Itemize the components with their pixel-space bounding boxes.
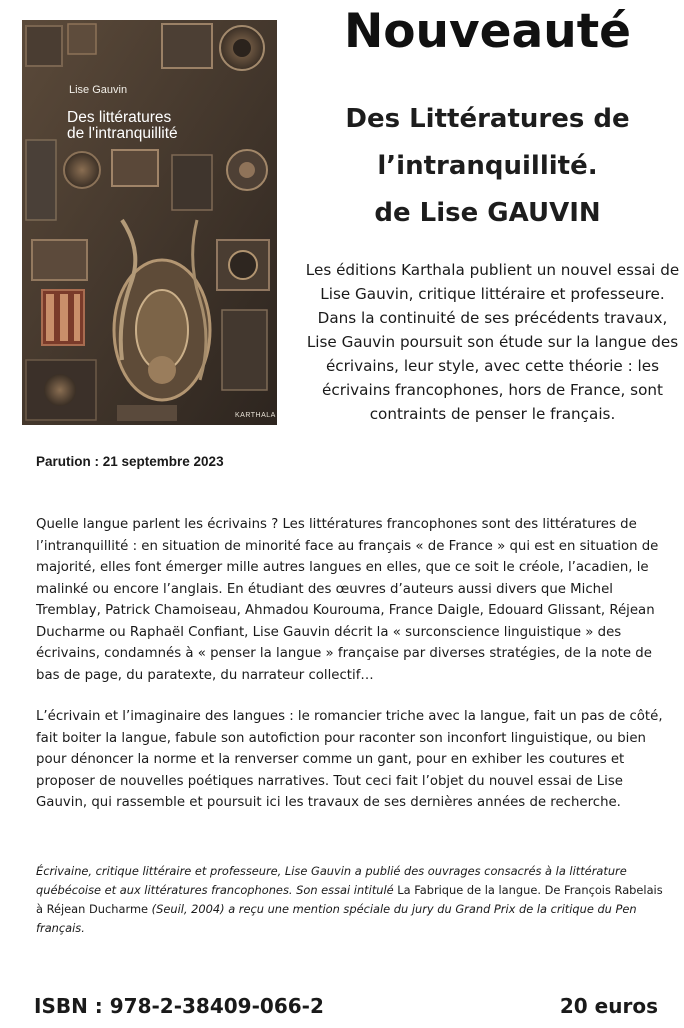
price: 20 euros xyxy=(559,994,658,1018)
paragraph-1: Quelle langue parlent les écrivains ? Les littératures francophones sont des littératures de l’intranquillité : en situation de minorité face au français « de France » qui est en situation de majorité, elles font émerger mille autres langues en elles, que ce soit le créole, l’acadien, le malinké ou encore l’anglais. En étudiant des œuvres d’auteurs aussi divers que Michel Tremblay, Patrick Chamoiseau, Ahmadou Kourouma, France Daigle, Edouard Glissant, Réjean Ducharme ou Raphaël Confiant, Lise Gauvin décrit la « surconscience linguistique » des écrivains, condamnés à « penser la langue » française par diverses stratégies, de la note de bas de page, du paratexte, du narrateur collectif… xyxy=(36,517,659,683)
subtitle-line-3: de Lise GAUVIN xyxy=(374,198,601,228)
cover-artwork xyxy=(22,20,277,425)
paragraph-2: L’écrivain et l’imaginaire des langues : le romancier triche avec la langue, fait un pas de côté, fait boiter la langue, fabule son autofiction pour raconter son inconfort linguistique, ou bien pour dénoncer la norme et la renverser comme un gant, pour en exhiber les coutures et proposer de nouvelles poétiques narratives. Tout ceci fait l’objet du nouvel essai de Lise Gauvin, qui rassemble et poursuit ici les travaux de ses dernières années de recherche. xyxy=(36,709,663,810)
bio-book-title: La Fabrique de la langue. De François Rabelais à Réjean Ducharme xyxy=(36,883,663,916)
subtitle xyxy=(300,96,675,237)
headline: Nouveauté xyxy=(343,4,632,59)
author-bio xyxy=(36,862,666,938)
cover-author: Lise Gauvin xyxy=(69,84,128,96)
release-date: Parution : 21 septembre 2023 xyxy=(36,454,224,469)
cover-publisher-logo: KARTHALA xyxy=(235,412,276,419)
book-cover xyxy=(22,20,277,425)
bio-part-3: (Seuil, 2004) a reçu une mention spéciale du jury du Grand Prix de la critique du Pen français. xyxy=(36,902,637,935)
cover-title: Des littératures de l'intranquillité xyxy=(67,109,178,142)
bio-part-1: Écrivaine, critique littéraire et professeure, Lise Gauvin a publié des ouvrages consacrés à la littérature québécoise et aux littératures francophones. Son essai intitulé xyxy=(36,864,627,897)
isbn: ISBN : 978-2-38409-066-2 xyxy=(34,994,324,1018)
subtitle-line-2: l’intranquillité. xyxy=(377,151,598,181)
subtitle-line-1: Des Littératures de xyxy=(345,104,630,134)
intro-paragraph: Les éditions Karthala publient un nouvel essai de Lise Gauvin, critique littéraire et professeure. Dans la continuité de ses précédents travaux, Lise Gauvin poursuit son étude sur la langue des écrivains, leur style, avec cette théorie : les écrivains francophones, hors de France, sont contraints de penser le français. xyxy=(305,261,680,423)
